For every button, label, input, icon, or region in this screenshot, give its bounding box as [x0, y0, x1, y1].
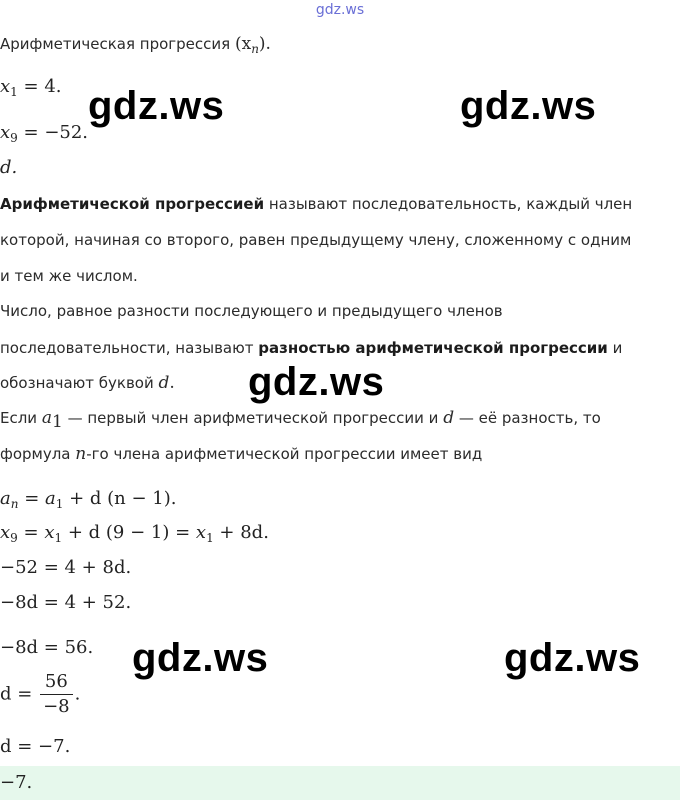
answer-value: −7. — [0, 772, 33, 793]
given-x9: $x_9 = -52$. — [0, 122, 89, 145]
given-title-text: Арифметическая прогрессия — [0, 35, 231, 53]
watermark: gdz.ws — [504, 636, 641, 680]
theory-p2-line1: Число, равное разности последующего и предыдущего членов — [0, 302, 503, 320]
step-fraction: d = $\frac{56}{-8}$ . — [0, 671, 81, 717]
theory-p2-line2: последовательности, называют разностью арифметической прогрессии и — [0, 339, 623, 357]
given-find: d. — [0, 157, 18, 178]
step-x9-formula: $x_9 = x_1 + d$ $(9 - 1) = x_1 + 8d$. — [0, 522, 269, 545]
watermark: gdz.ws — [132, 636, 269, 680]
given-title-math: $(x_n)$. — [234, 34, 271, 56]
theory-p1-line1: Арифметической прогрессией называют последовательность, каждый член — [0, 195, 633, 213]
theory-p1-line2: которой, начиная со второго, равен предыдущему члену, сложенному с одним — [0, 231, 632, 249]
step-substitute: −52 = 4 + 8d. — [0, 557, 132, 578]
theory-p2-line3: обозначают буквой d. — [0, 373, 175, 393]
theory-p3-line1: Если $a_1$ — первый член арифметической прогрессии и d — её разность, то — [0, 408, 601, 432]
theory-p1-line3: и тем же числом. — [0, 267, 138, 285]
fraction: $\frac{56}{-8}$ — [40, 672, 73, 717]
theory-p3-line2: формула n-го члена арифметической прогрессии имеет вид — [0, 444, 483, 464]
watermark: gdz.ws — [248, 360, 385, 404]
given-x1: $x_1 = 4$. — [0, 76, 62, 99]
step-result: d = −7. — [0, 736, 71, 757]
step-rearrange: −8d = 4 + 52. — [0, 592, 132, 613]
given-title — [0, 34, 271, 54]
formula-nth-term: $a_n = a_1 + d$ (n − 1). — [0, 488, 177, 511]
site-header-link[interactable]: gdz.ws — [315, 2, 365, 18]
watermark: gdz.ws — [460, 84, 597, 128]
answer-box — [0, 766, 680, 800]
watermark: gdz.ws — [88, 84, 225, 128]
step-simplify: −8d = 56. — [0, 637, 94, 658]
